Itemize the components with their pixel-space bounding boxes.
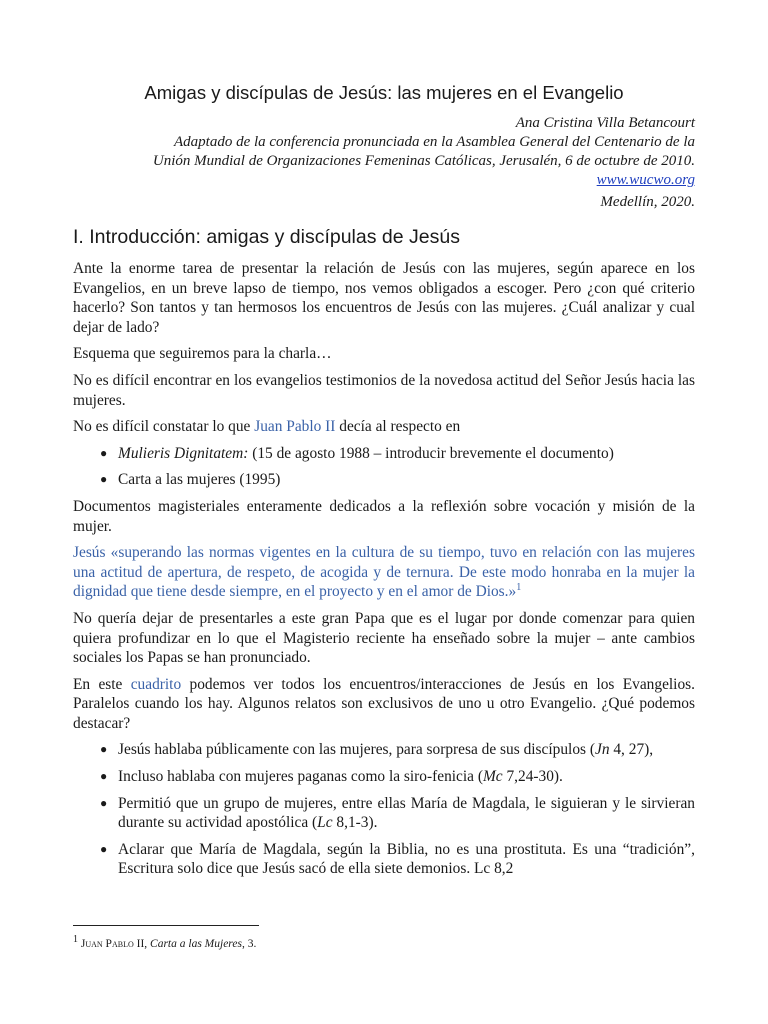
wucwo-link[interactable]: www.wucwo.org [596,172,695,188]
cuadrito-link[interactable]: cuadrito [130,675,182,693]
bullet-icon: ● [100,769,108,784]
list-item: ● Incluso hablaba con mujeres paganas como la siro-fenicia (Mc 7,24-30). [100,768,563,786]
paragraph-outline: Esquema que seguiremos para la charla… [73,345,332,363]
document-meta [73,114,695,212]
adapted-line-1: Adaptado de la conferencia pronunciada en la Asamblea General del Centenario de la [173,134,695,150]
author-name: Ana Cristina Villa Betancourt [515,115,695,131]
list-item: ● Carta a las mujeres (1995) [100,471,281,489]
footnote: $^1$ Juan Pablo II, Carta a las Mujeres, 3. [73,934,257,950]
paragraph-intro: Ante la enorme tarea de presentar la relación de Jesús con las mujeres, según aparece en los Evangelios, en un breve lapso de tiempo, nos vemos obligados a escoger. Pero ¿con qué criterio hacerlo? Son tantos y tan hermosos los encuentros de Jesús con las mujeres. ¿Cuál analizar y cual dejar de lado? [73,260,695,336]
paragraph-pope: No quería dejar de presentarles a este gran Papa que es el lugar por donde comenzar para quien quiera profundizar en lo que el Magisterio reciente ha enseñado sobre la mujer – ante cambios sociales los Papas se han pronunciado. [73,609,695,667]
adapted-line-2: Unión Mundial de Organizaciones Femeninas Católicas, Jerusalén, 6 de octubre de 2010. [152,153,695,169]
documents-list [73,444,695,490]
quote-paragraph: Jesús «superando las normas vigentes en la cultura de su tiempo, tuvo en relación con las mujeres una actitud de apertura, de respeto, de acogida y de ternura. De este modo honraba en la mujer la dignidad que tiene desde siempre, en el proyecto y en el amor de Dios.»$^1$ [73,544,695,601]
footnote-ref[interactable]: 1 [516,582,522,594]
list-item: ● Aclarar que María de Magdala, según la Biblia, no es una prostituta. Es una “tradición”, Escritura solo dice que Jesús sacó de ella siete demonios. Lc 8,2 [100,840,695,878]
paragraph-table: En este cuadrito podemos ver todos los encuentros/interacciones de Jesús en los Evangelios. Paralelos cuando los hay. Algunos relatos son exclusivos de uno u otro Evangelio. ¿Qué podemos destacar? [73,675,695,732]
bullet-icon: ● [100,742,108,757]
bullet-icon: ● [100,445,108,460]
highlights-list [73,740,695,879]
john-paul-link[interactable]: Juan Pablo II [254,418,336,436]
paragraph-documents: Documentos magisteriales enteramente dedicados a la reflexión sobre vocación y misión de la mujer. [73,497,695,535]
list-item: ● Mulieris Dignitatem: (15 de agosto 1988 – introducir brevemente el documento) [100,444,614,462]
footnote-divider [73,925,259,926]
section-heading: I. Introducción: amigas y discípulas de Jesús [73,226,460,248]
list-item: ● Jesús hablaba públicamente con las mujeres, para sorpresa de sus discípulos (Jn 4, 27), [100,741,654,759]
bullet-icon: ● [100,841,108,856]
bullet-icon: ● [100,472,108,487]
paragraph-john-paul: No es difícil constatar lo que Juan Pablo II decía al respecto en [73,418,461,436]
place-date: Medellín, 2020. [600,194,695,210]
document-title: Amigas y discípulas de Jesús: las mujeres en el Evangelio [144,82,624,103]
bullet-icon: ● [100,795,108,810]
list-item: ● Permitió que un grupo de mujeres, entre ellas María de Magdala, le siguieran y le sirvieran durante su actividad apostólica (Lc 8,1-3). [100,794,695,832]
paragraph-testimonies: No es difícil encontrar en los evangelios testimonios de la novedosa actitud del Señor Jesús hacia las mujeres. [73,371,695,409]
